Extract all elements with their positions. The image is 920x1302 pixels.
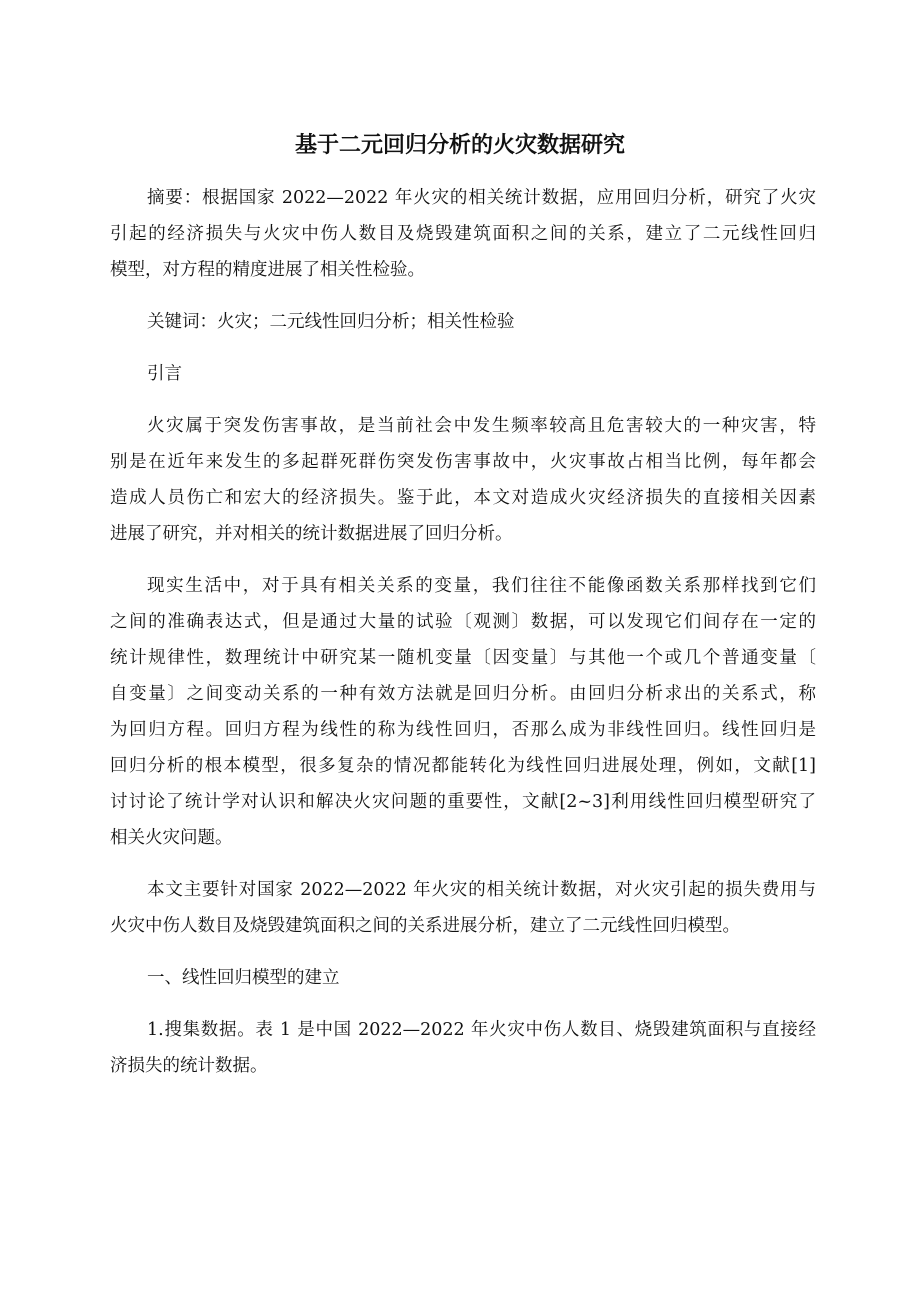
text-line: 引言 bbox=[147, 364, 182, 384]
keywords bbox=[110, 304, 816, 340]
text-line: 进展了研究，并对相关的统计数据进展了回归分析。 bbox=[110, 524, 513, 544]
document-title: 基于二元回归分析的火灾数据研究 bbox=[294, 131, 625, 158]
text-line: 为回归方程。回归方程为线性的称为线性回归，否那么成为非线性回归。线性回归是 bbox=[110, 720, 816, 740]
text-line: 济损失的统计数据。 bbox=[110, 1056, 268, 1076]
text-line: 本文主要针对国家 2022—2022 年火灾的相关统计数据，对火灾引起的损失费用与 bbox=[147, 880, 816, 900]
text-line: 相关火灾问题。 bbox=[110, 828, 233, 848]
section-heading-introduction bbox=[110, 356, 816, 392]
text-line: 自变量〕之间变动关系的一种有效方法就是回归分析。由回归分析求出的关系式，称 bbox=[110, 684, 816, 704]
step-1-paragraph bbox=[110, 1012, 816, 1084]
document-body bbox=[110, 180, 816, 1100]
intro-paragraph-3 bbox=[110, 872, 816, 944]
text-line: 关键词：火灾；二元线性回归分析；相关性检验 bbox=[147, 312, 515, 332]
text-line: 1.搜集数据。表 1 是中国 2022—2022 年火灾中伤人数目、烧毁建筑面积与直接经 bbox=[147, 1020, 816, 1040]
abstract bbox=[110, 180, 816, 288]
text-line: 回归分析的根本模型，很多复杂的情况都能转化为线性回归进展处理，例如，文献[1] bbox=[110, 756, 816, 776]
section-heading-1 bbox=[110, 960, 816, 996]
text-line: 造成人员伤亡和宏大的经济损失。鉴于此，本文对造成火灾经济损失的直接相关因素 bbox=[110, 488, 816, 508]
text-line: 模型，对方程的精度进展了相关性检验。 bbox=[110, 260, 425, 280]
intro-paragraph-2 bbox=[110, 568, 816, 856]
text-line: 现实生活中，对于具有相关关系的变量，我们往往不能像函数关系那样找到它们 bbox=[147, 576, 816, 596]
text-line: 摘要：根据国家 2022—2022 年火灾的相关统计数据，应用回归分析，研究了火灾 bbox=[147, 188, 816, 208]
text-line: 讨讨论了统计学对认识和解决火灾问题的重要性，文献[2~3]利用线性回归模型研究了 bbox=[110, 792, 816, 812]
text-line: 别是在近年来发生的多起群死群伤突发伤害事故中，火灾事故占相当比例，每年都会 bbox=[110, 452, 816, 472]
text-line: 统计规律性，数理统计中研究某一随机变量〔因变量〕与其他一个或几个普通变量〔 bbox=[110, 648, 816, 668]
text-line: 之间的准确表达式，但是通过大量的试验〔观测〕数据，可以发现它们间存在一定的 bbox=[110, 612, 816, 632]
intro-paragraph-1 bbox=[110, 408, 816, 552]
text-line: 火灾中伤人数目及烧毁建筑面积之间的关系进展分析，建立了二元线性回归模型。 bbox=[110, 916, 740, 936]
text-line: 一、线性回归模型的建立 bbox=[147, 968, 340, 988]
text-line: 火灾属于突发伤害事故，是当前社会中发生频率较高且危害较大的一种灾害，特 bbox=[147, 416, 816, 436]
text-line: 引起的经济损失与火灾中伤人数目及烧毁建筑面积之间的关系，建立了二元线性回归 bbox=[110, 224, 816, 244]
